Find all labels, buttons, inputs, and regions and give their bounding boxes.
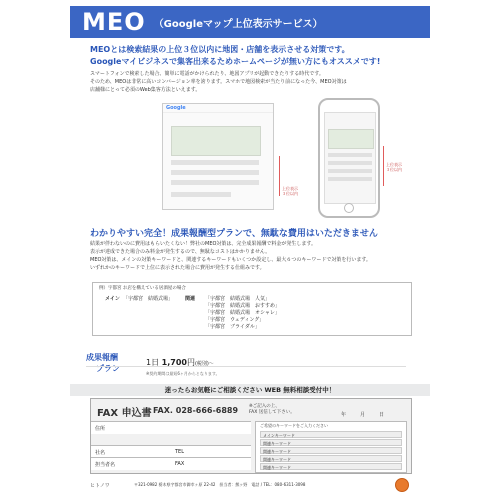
keyword-example-box — [92, 282, 412, 336]
fax-label: FAX — [175, 461, 185, 467]
fax-application-form — [90, 398, 412, 474]
address-label: 住所 — [95, 426, 106, 432]
lead-line-2: Googleマイビジネスで集客出来るためホームページが無い方にもオススメです! — [90, 57, 381, 66]
phone-mockup — [318, 98, 380, 218]
fax-note-line-2: FAX 送信して下さい。 — [249, 410, 295, 415]
page-subtitle: （Googleマップ上位表示サービス） — [153, 18, 323, 30]
related-keyword-label: 関連 — [185, 296, 196, 302]
fax-number-prefix: FAX. — [153, 406, 173, 415]
related-keyword-field[interactable]: 関連キーワード — [260, 463, 402, 470]
intro-paragraph — [90, 70, 410, 94]
consult-banner: 迷ったらお気軽にご相談ください WEB 無料相談受付中！ — [70, 384, 430, 396]
person-label: 担当者名 — [95, 462, 116, 468]
related-keyword-field[interactable]: 関連キーワード — [260, 439, 402, 446]
related-keyword-field[interactable]: 関連キーワード — [260, 455, 402, 462]
price-unit: 円 — [186, 358, 195, 367]
result-row — [171, 160, 259, 165]
footer-brand: ヒトノワ — [90, 483, 110, 489]
keyword-intro: ご希望のキーワードをご入力ください — [260, 423, 328, 428]
related-keyword: 「宇都宮 ブライダル」 — [205, 324, 260, 330]
related-keyword: 「宇都宮 結婚式場 オシャレ」 — [205, 310, 280, 316]
related-keyword-field[interactable]: 関連キーワード — [260, 447, 402, 454]
plan-line-4: いずれかのキーワードで上位に表示された場合に費用が発生する仕組みです。 — [90, 265, 265, 271]
main-keyword-field[interactable]: メインキーワード — [260, 431, 402, 438]
person-fax-row — [91, 457, 251, 470]
page-header — [70, 6, 430, 38]
price-note: ※契約期間は最短6ヶ月からとなります。 — [146, 371, 220, 376]
phone-bracket — [379, 146, 384, 186]
desktop-search-mockup — [162, 103, 274, 210]
price-prefix: 1日 — [146, 358, 162, 367]
keyword-request-box — [255, 421, 407, 473]
related-keyword: 「宇都宮 結婚式場 おすすめ」 — [205, 303, 281, 309]
company-label: 社名 — [95, 450, 106, 456]
fax-form-title: FAX 申込書 — [97, 408, 152, 419]
plan-line-1: 結果が伴わないのに費用はもらいたくない！弊社のMEO対策は、完全成果報酬で料金が発生します。 — [90, 241, 317, 247]
price-amount: 1,700 — [161, 358, 187, 367]
plan-line-2: 表示が達成できた場合のみ料金が発生するので、無駄なコストはかかりません。 — [90, 249, 271, 255]
date-fields — [341, 411, 398, 418]
plan-paragraph — [90, 240, 410, 272]
search-bar — [163, 104, 273, 113]
main-keyword-label: メイン — [105, 296, 120, 302]
fax-number — [153, 406, 238, 415]
result-row — [171, 180, 259, 185]
related-keyword: 「宇都宮 結婚式場 人気」 — [205, 296, 271, 302]
date-year-label: 年 — [341, 412, 347, 418]
plan-line-3: MEO対策は、メインの対策キーワードと、関連するキーワードもいくつか設定し、最大６つのキーワードで対策を行います。 — [90, 257, 371, 263]
plan-label — [86, 352, 136, 378]
fax-number-value: 028-666-6889 — [175, 406, 239, 415]
footer-address: 〒321-0982 栃木県宇都宮市御幸ヶ原 22-42 担当者：熊ヶ野 電話 / TEL：080-6311-3098 — [134, 482, 306, 487]
date-day-label: 日 — [379, 412, 385, 418]
plan-label-line-2: プラン — [96, 364, 120, 373]
address-field[interactable] — [91, 421, 251, 434]
result-row — [328, 161, 372, 165]
map-preview — [328, 129, 374, 149]
main-keyword-value: 「宇都宮 結婚式場」 — [123, 296, 174, 302]
lead-line-1: MEOとは検索結果の上位３位以内に地図・店舗を表示させる対策です。 — [90, 45, 350, 54]
date-month-label: 月 — [360, 412, 366, 418]
intro-line-3: 店舗様にとって必須のWeb集客方法といえます。 — [90, 87, 201, 93]
home-button-icon — [344, 203, 354, 213]
plan-label-line-1: 成果報酬 — [86, 353, 118, 362]
google-logo: Google — [166, 105, 186, 111]
result-row — [328, 169, 372, 173]
map-preview — [171, 126, 261, 156]
page-title: MEO — [82, 8, 146, 36]
price-tax: (税別)～ — [194, 361, 214, 367]
fax-note-line-1: ※ご記入の上、 — [249, 404, 280, 409]
intro-line-2: そのため、MEOは非常に高いコンバージョン率を誇ります。スマホで地図検索が当たり前になった今、MEO対策は — [90, 79, 347, 85]
result-row — [171, 170, 259, 175]
desktop-bracket — [275, 156, 280, 196]
tel-label: TEL — [175, 449, 184, 455]
fax-note — [249, 404, 295, 416]
phone-screen — [324, 112, 376, 204]
phone-rank-label: 上位表示 ３位以内 — [386, 162, 402, 172]
result-row — [171, 192, 231, 197]
price-divider — [86, 366, 406, 367]
result-row — [328, 177, 372, 181]
desktop-rank-label: 上位表示 ３位以内 — [282, 186, 298, 196]
related-keyword: 「宇都宮 ウェディング」 — [205, 317, 265, 323]
intro-line-1: スマートフォンで検索した場合、簡単に電話がかけられたり、地図アプリが起動できたりする時代です。 — [90, 71, 324, 77]
flyer-page — [70, 0, 430, 500]
plan-heading: わかりやすい完全！成果報酬型プランで、無駄な費用はいただきません — [90, 229, 378, 239]
example-title: 例）宇都宮 お店を構えている居酒屋の場合 — [99, 286, 186, 291]
result-row — [328, 153, 372, 157]
company-seal-icon — [395, 478, 409, 492]
